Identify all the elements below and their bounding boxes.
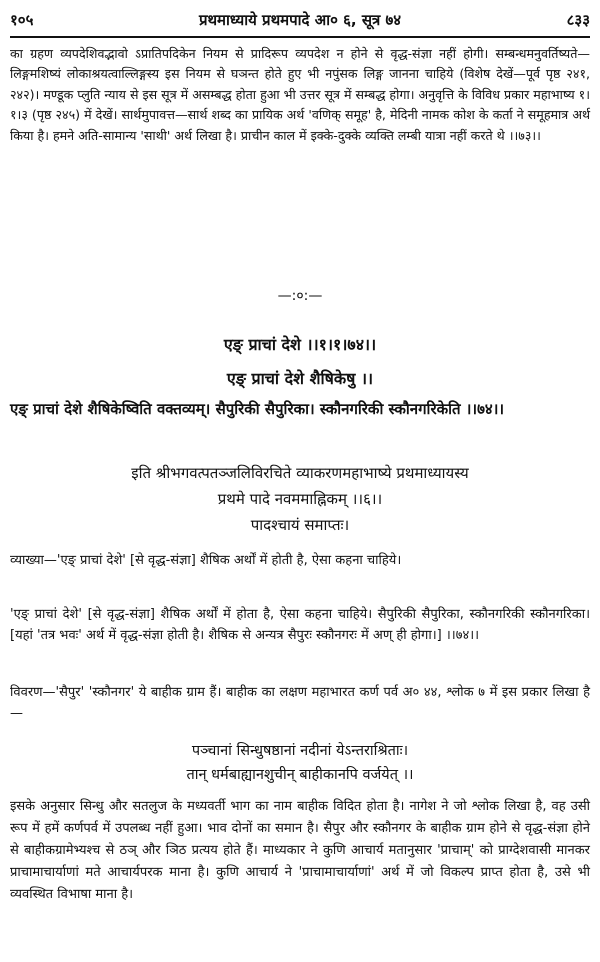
page-number-left: १०५ — [10, 11, 34, 29]
colophon-line-3: पादश्चायं समाप्तः। — [250, 516, 350, 534]
vyakhya-paragraph: व्याख्या—'एङ् प्राचां देशे' [से वृद्ध-संज्ञा] शैषिक अर्थों में होती है, ऐसा कहना चाहिये। — [10, 553, 402, 568]
verse-line-1: पञ्चानां सिन्धुषष्ठानां नदीनां येऽन्तराश्रिताः। — [191, 743, 409, 759]
page-number-right: ८३३ — [566, 11, 590, 29]
header-title: प्रथमाध्याये प्रथमपादे आ० ६, सूत्र ७४ — [198, 11, 402, 29]
sutra-heading: एङ् प्राचां देशे ।।१।१।७४।। — [223, 335, 377, 354]
section-separator: —:०:— — [277, 288, 323, 304]
sutra-subheading: एङ् प्राचां देशे शैषिकेषु ।। — [226, 369, 374, 388]
verse-line-2: तान् धर्मबाह्यानशुचीन् बाहीकानपि वर्जयेत् ।। — [186, 767, 414, 783]
colophon-line-2: प्रथमे पादे नवममाह्निकम् ।।६।। — [217, 490, 383, 508]
translation-paragraph: 'एङ् प्राचां देशे' [से वृद्ध-संज्ञा] शैषिक अर्थों में होता है, ऐसा कहना चाहिये। सैपुरिकी सैपुरिका, स्कौनगरिकी स्कौनगरिका। [यहां 'तत्र भवः' अर्थ में वृद्ध-संज्ञा होती है। शैषिक से अन्यत्र सैपुरः स्कौनगरः में अण् ही होगा।] ।।७४।। — [10, 607, 590, 644]
final-paragraph: इसके अनुसार सिन्धु और सतलुज के मध्यवर्ती भाग का नाम बाहीक विदित होता है। नागेश ने जो श्लोक लिखा है, वह उसी रूप में हमें कर्णपर्व में उपलब्ध नहीं हुआ। भाव दोनों का समान है। सैपुर और स्कौनगर के बाहीक ग्राम होने से वृद्ध-संज्ञा होने से बाहीकग्रामेभ्यश्च से ठञ् और ञिठ प्रत्यय होते हैं। माध्यकार ने कुणि आचार्य मतानुसार 'प्राचाम्' को प्राग्देशवासी मानकर प्राचामाचार्याणां मते आचार्यपरक माना है। कुणि आचार्य ने 'प्राचामाचार्याणां' अर्थ में जो विकल्प प्राप्त होता है, उसे भी व्यवस्थित विभाषा माना है। — [10, 799, 590, 903]
vartika-text: एङ् प्राचां देशे शैषिकेष्विति वक्तव्यम्। सैपुरिकी सैपुरिका। स्कौनगरिकी स्कौनगरिकेति ।।७४।। — [10, 400, 505, 418]
vivaran-paragraph: विवरण—'सैपुर' 'स्कौनगर' ये बाहीक ग्राम हैं। बाहीक का लक्षण महाभारत कर्ण पर्व अ० ४४, श्लोक ७ में इस प्रकार लिखा है— — [10, 685, 590, 722]
header-rule — [10, 36, 590, 38]
commentary-paragraph-top: का ग्रहण व्यपदेशिवद्भावो ऽप्रातिपदिकेन नियम से प्रादिरूप व्यपदेश न होने से वृद्ध-संज्ञा नहीं होगी। सम्बन्धमनुवर्तिष्यते—लिङ्गमशिष्यं लोकाश्रयत्वाल्लिङ्गस्य इस नियम से घञन्त होते हुए भी नपुंसक लिङ्ग जानना चाहिये (विशेष देखें—पूर्व पृष्ठ २४१, २४२)। मण्डूक प्लुति न्याय से इस सूत्र में असम्बद्ध होता हुआ भी उत्तर सूत्र में सम्बद्ध होगा। अनुवृत्ति के विविध प्रकार महाभाष्य १।१।३ (पृष्ठ २४५) में देखें। सार्थमुपावत्त—सार्थ शब्द का प्रायिक अर्थ 'वणिक् समूह' है, मेदिनी नामक कोश के कर्ता ने समूहमात्र अर्थ किया है। हमने अति-सामान्य 'साथी' अर्थ लिखा है। प्राचीन काल में इक्के-दुक्के व्यक्ति लम्बी यात्रा नहीं करते थे ।।७३।। — [10, 46, 590, 143]
colophon-line-1: इति श्रीभगवत्पतञ्जलिविरचिते व्याकरणमहाभाष्ये प्रथमाध्यायस्य — [131, 464, 469, 482]
running-header — [10, 8, 590, 32]
